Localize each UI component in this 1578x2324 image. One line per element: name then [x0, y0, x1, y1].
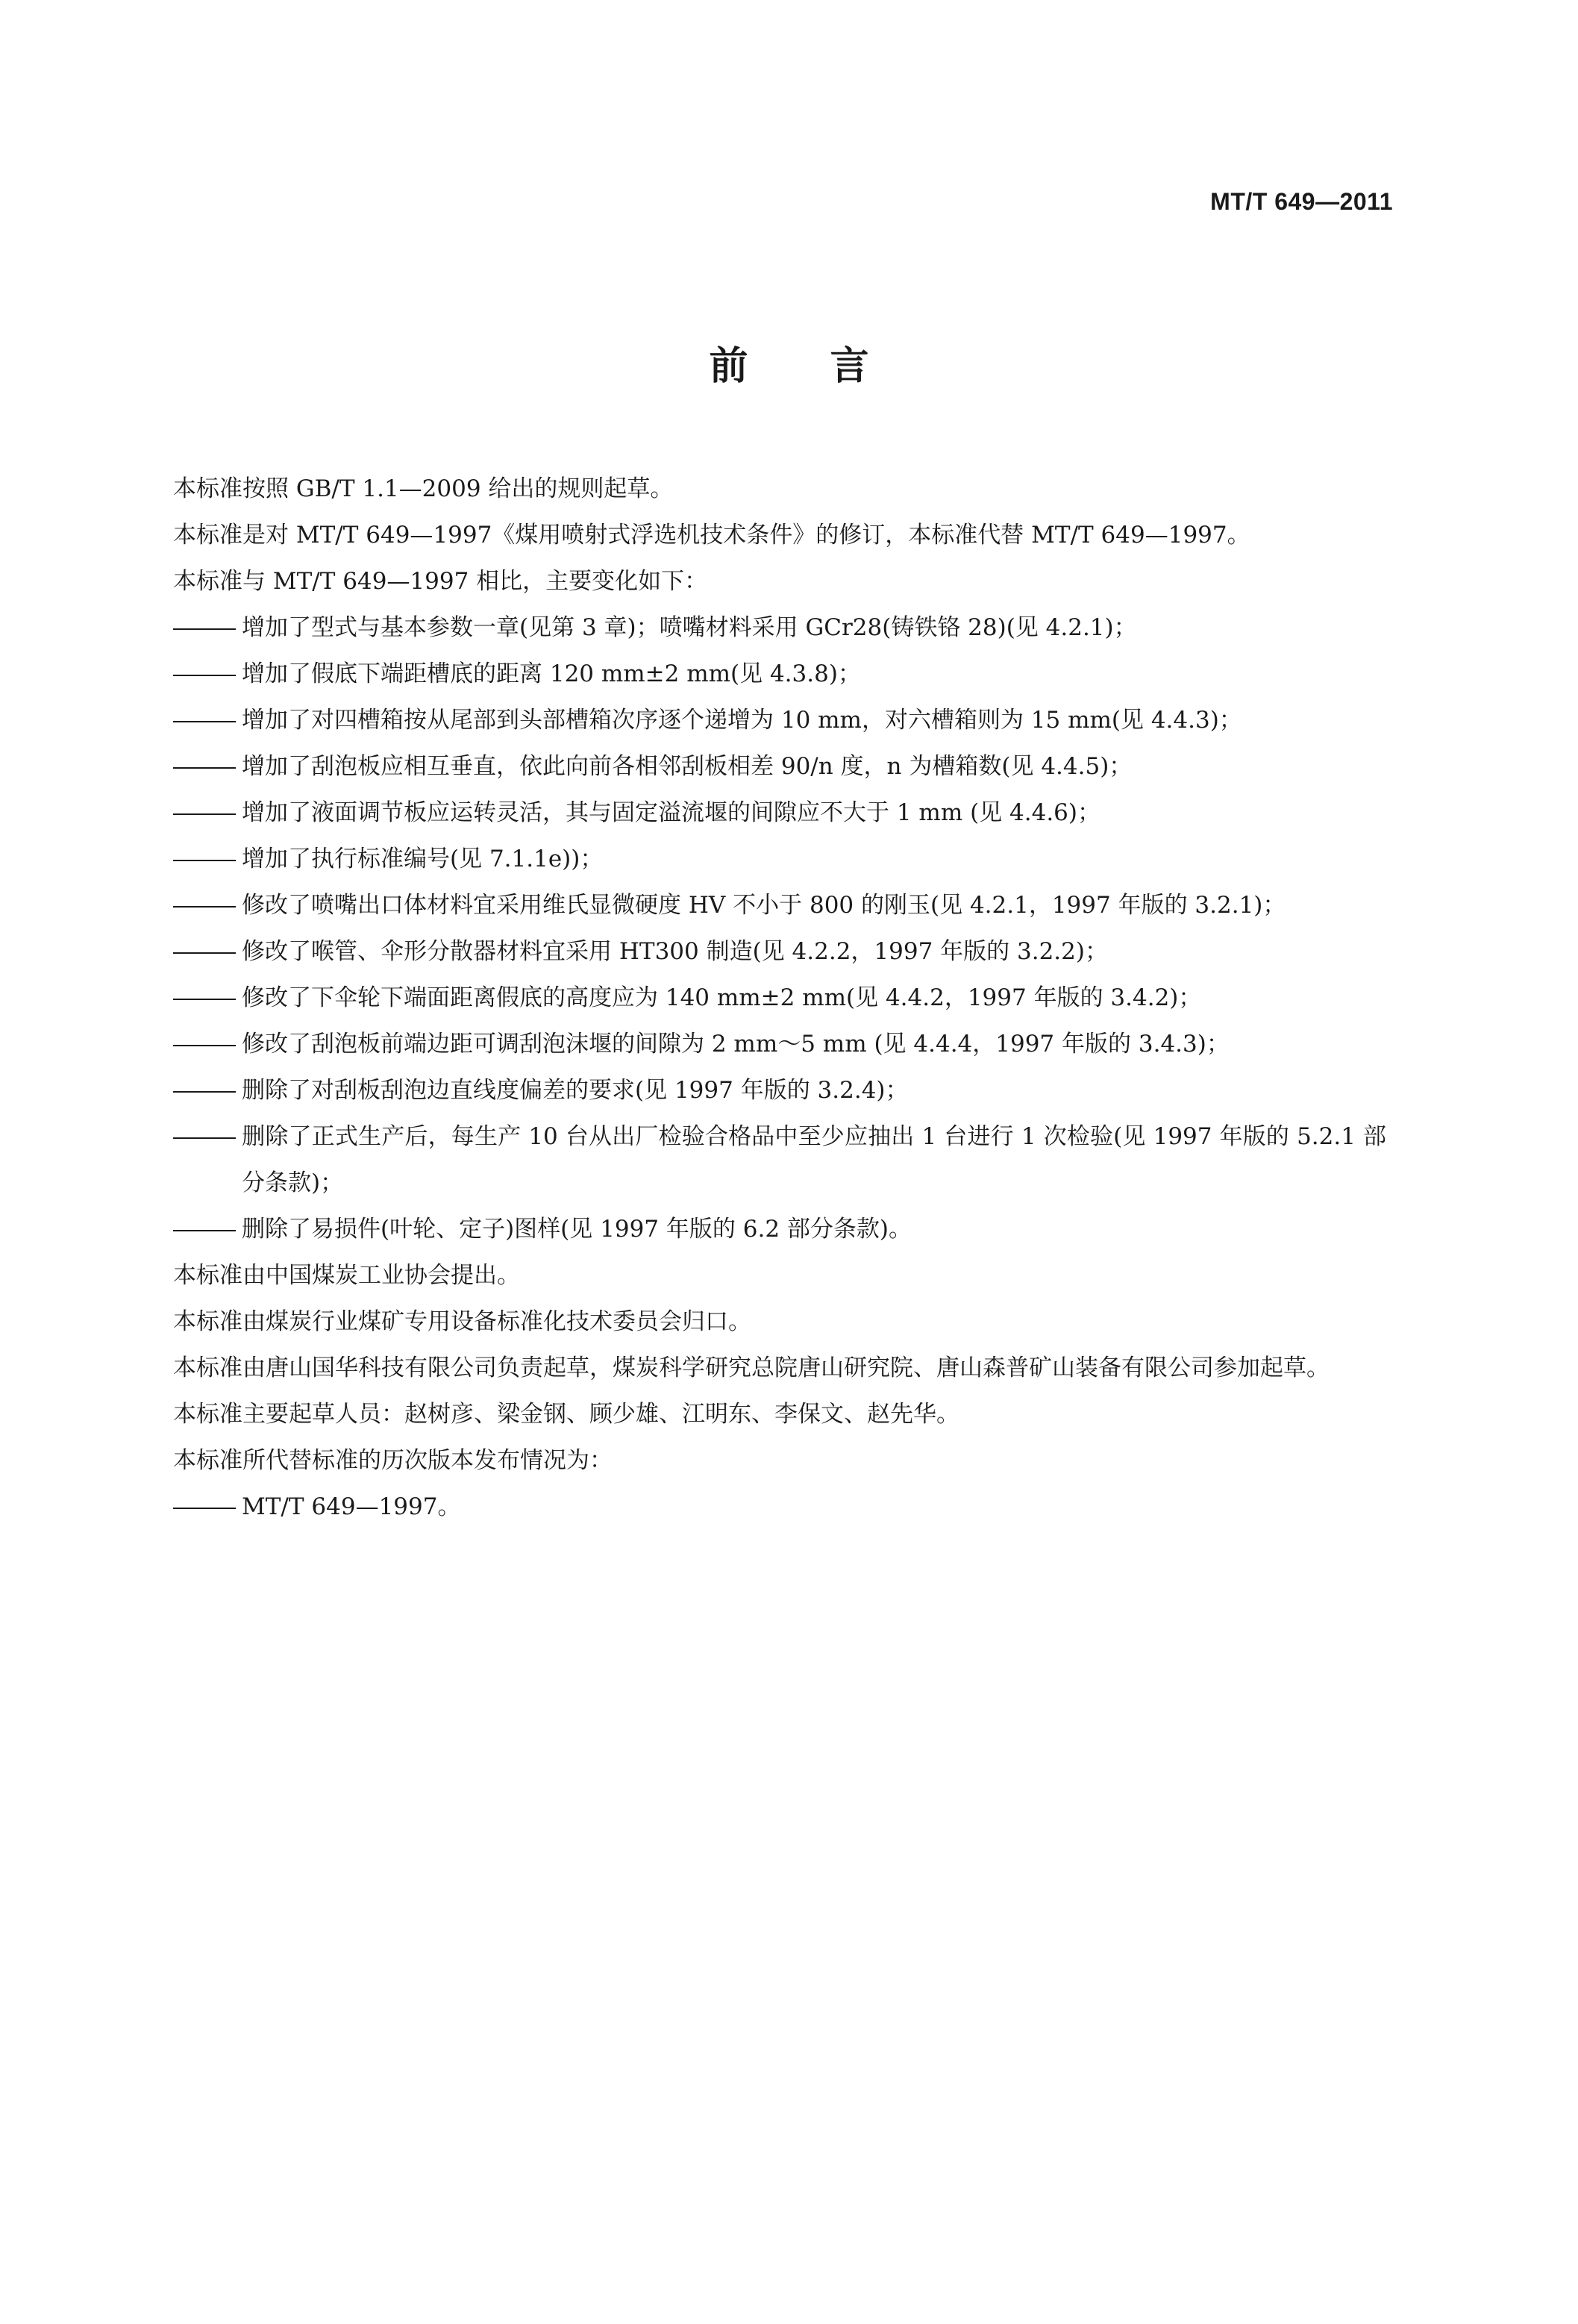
dash-bullet — [173, 1113, 242, 1160]
list-item: 删除了正式生产后，每生产 10 台从出厂检验合格品中至少应抽出 1 台进行 1 次检验(见 1997 年版的 5.2.1 部分条款)； — [173, 1113, 1386, 1206]
document-number: MT/T 649—2011 — [1210, 188, 1393, 215]
list-item: 修改了喉管、伞形分散器材料宜采用 HT300 制造(见 4.2.2，1997 年版的 3.2.2)； — [173, 928, 1386, 975]
dash-bullet — [173, 743, 242, 790]
list-item: 删除了对刮板刮泡边直线度偏差的要求(见 1997 年版的 3.2.4)； — [173, 1067, 1386, 1113]
dash-bullet — [173, 1206, 242, 1252]
paragraph-revision: 本标准是对 MT/T 649—1997《煤用喷射式浮选机技术条件》的修订，本标准代替 MT/T 649—1997。 — [173, 522, 1250, 549]
paragraph-proposer: 本标准由中国煤炭工业协会提出。 — [173, 1262, 520, 1289]
dash-bullet — [173, 1484, 242, 1530]
dash-bullet — [173, 928, 242, 975]
list-item: 增加了型式与基本参数一章(见第 3 章)；喷嘴材料采用 GCr28(铸铁铬 28)(见 4.2.1)； — [173, 605, 1386, 651]
dash-bullet — [173, 836, 242, 882]
paragraph-drafters: 本标准主要起草人员：赵树彦、梁金钢、顾少雄、江明东、李保文、赵先华。 — [173, 1401, 959, 1428]
dash-bullet — [173, 1021, 242, 1067]
paragraph-changes-intro: 本标准与 MT/T 649—1997 相比，主要变化如下： — [173, 568, 708, 595]
changes-list — [173, 605, 1386, 1252]
paragraph-committee: 本标准由煤炭行业煤矿专用设备标准化技术委员会归口。 — [173, 1308, 751, 1335]
paragraph-history-intro: 本标准所代替标准的历次版本发布情况为： — [173, 1447, 613, 1474]
list-item: 修改了喷嘴出口体材料宜采用维氏显微硬度 HV 不小于 800 的刚玉(见 4.2.1，1997 年版的 3.2.1)； — [173, 882, 1386, 928]
dash-bullet — [173, 651, 242, 697]
dash-bullet — [173, 790, 242, 836]
dash-bullet — [173, 975, 242, 1021]
dash-bullet — [173, 1067, 242, 1113]
list-item: 删除了易损件(叶轮、定子)图样(见 1997 年版的 6.2 部分条款)。 — [173, 1206, 1386, 1252]
dash-bullet — [173, 697, 242, 743]
list-item: 修改了刮泡板前端边距可调刮泡沫堰的间隙为 2 mm～5 mm (见 4.4.4，1997 年版的 3.4.3)； — [173, 1021, 1386, 1067]
list-item: 增加了假底下端距槽底的距离 120 mm±2 mm(见 4.3.8)； — [173, 651, 1386, 697]
list-item: 增加了刮泡板应相互垂直，依此向前各相邻刮板相差 90/n 度，n 为槽箱数(见 4.4.5)； — [173, 743, 1386, 790]
list-item: 增加了执行标准编号(见 7.1.1e))； — [173, 836, 1386, 882]
foreword-body — [173, 466, 1386, 1530]
dash-bullet — [173, 605, 242, 651]
list-item: 增加了液面调节板应运转灵活，其与固定溢流堰的间隙应不大于 1 mm (见 4.4.6)； — [173, 790, 1386, 836]
history-list — [173, 1484, 1386, 1530]
list-item: MT/T 649—1997。 — [173, 1484, 1386, 1530]
page-title: 前言 — [709, 344, 951, 389]
list-item: 增加了对四槽箱按从尾部到头部槽箱次序逐个递增为 10 mm，对六槽箱则为 15 mm(见 4.4.3)； — [173, 697, 1386, 743]
paragraph-drafting-organizations: 本标准由唐山国华科技有限公司负责起草，煤炭科学研究总院唐山研究院、唐山森普矿山装备有限公司参加起草。 — [173, 1355, 1330, 1381]
paragraph-drafting-rules: 本标准按照 GB/T 1.1—2009 给出的规则起草。 — [173, 475, 674, 502]
dash-bullet — [173, 882, 242, 928]
list-item: 修改了下伞轮下端面距离假底的高度应为 140 mm±2 mm(见 4.4.2，1997 年版的 3.4.2)； — [173, 975, 1386, 1021]
